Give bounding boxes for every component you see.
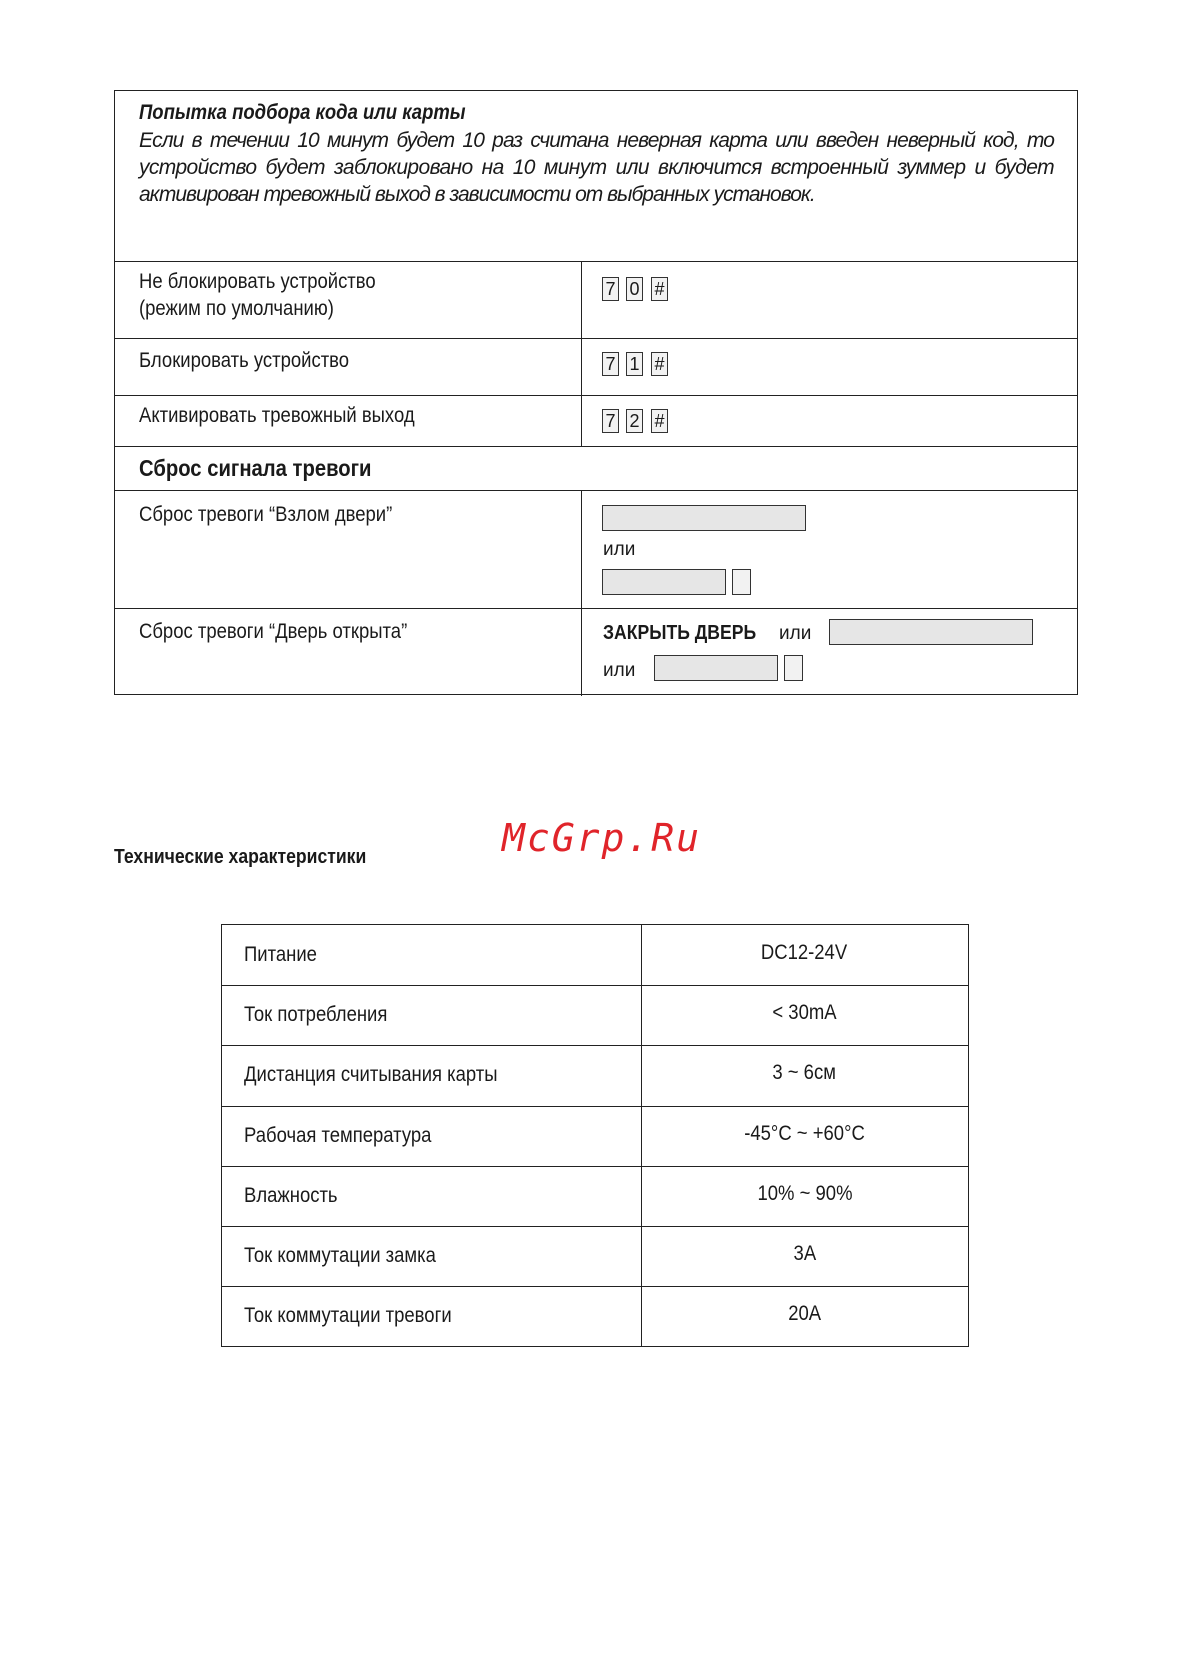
table-row [222, 925, 968, 985]
specs-table [221, 924, 969, 1347]
description-line: активирован тревожный выход в зависимости от выбранных установок. [139, 183, 815, 206]
key-0: 0 [626, 277, 643, 301]
spec-value: DC12-24V [761, 941, 848, 964]
spec-label: Влажность [244, 1184, 338, 1207]
alarm-settings-table [114, 90, 1078, 695]
code-box [602, 569, 726, 595]
close-door-text: ЗАКРЫТЬ ДВЕРЬ [603, 622, 757, 644]
spec-label: Ток потребления [244, 1003, 388, 1026]
table-row [222, 1106, 968, 1166]
key-1: 1 [626, 352, 643, 376]
key-7: 7 [602, 277, 619, 301]
spec-value: < 30mA [772, 1001, 837, 1024]
option-block-label: Блокировать устройство [139, 349, 350, 372]
spec-label: Ток коммутации тревоги [244, 1304, 452, 1327]
table-row [222, 985, 968, 1045]
table-divider [115, 490, 1077, 491]
table-divider [115, 608, 1077, 609]
hash-key-box [784, 655, 803, 681]
table-divider [115, 395, 1077, 396]
description-line: устройство будет заблокировано на 10 минут или включится встроенный зуммер и будет [139, 156, 1054, 179]
specs-heading: Технические характеристики [114, 846, 367, 868]
key-2: 2 [626, 409, 643, 433]
spec-value: 20A [788, 1302, 821, 1325]
spec-value: 3 ~ 6см [772, 1061, 837, 1084]
spec-label: Питание [244, 943, 317, 966]
table-divider [115, 446, 1077, 447]
alarm-reset-title: Сброс сигнала тревоги [139, 455, 372, 481]
table-row [222, 1286, 968, 1346]
table-row [222, 1166, 968, 1226]
hash-key-box [732, 569, 751, 595]
key-7: 7 [602, 352, 619, 376]
reset-door-open-label: Сброс тревоги “Дверь открыта” [139, 620, 408, 643]
table-row [222, 1045, 968, 1105]
spec-label: Дистанция считывания карты [244, 1063, 498, 1086]
spec-value: 10% ~ 90% [756, 1182, 853, 1205]
spec-value: -45°C ~ +60°C [744, 1122, 865, 1145]
or-text: или [603, 660, 636, 681]
key-hash: # [651, 352, 668, 376]
key-7: 7 [602, 409, 619, 433]
brute-force-description [139, 127, 1054, 208]
card-or-code-box [602, 505, 806, 531]
spec-value: 3A [793, 1242, 816, 1265]
option-no-block-label: Не блокировать устройство (режим по умолчанию) [139, 270, 376, 320]
table-divider [115, 261, 1077, 262]
watermark: McGrp.Ru [502, 816, 702, 860]
key-hash: # [651, 277, 668, 301]
or-text: или [603, 539, 636, 560]
description-line: Если в течении 10 минут будет 10 раз считана неверная карта или введен неверный код, то [139, 129, 1054, 152]
reset-break-in-label: Сброс тревоги “Взлом двери” [139, 503, 393, 526]
key-hash: # [651, 409, 668, 433]
table-divider [115, 338, 1077, 339]
column-divider [581, 490, 582, 696]
card-or-code-box [829, 619, 1033, 645]
column-divider [581, 261, 582, 446]
brute-force-title: Попытка подбора кода или карты [139, 101, 466, 124]
spec-label: Рабочая температура [244, 1124, 432, 1147]
spec-label: Ток коммутации замка [244, 1244, 436, 1267]
code-box [654, 655, 778, 681]
option-alarm-output-label: Активировать тревожный выход [139, 404, 415, 427]
or-text: или [779, 623, 812, 644]
table-row [222, 1226, 968, 1286]
